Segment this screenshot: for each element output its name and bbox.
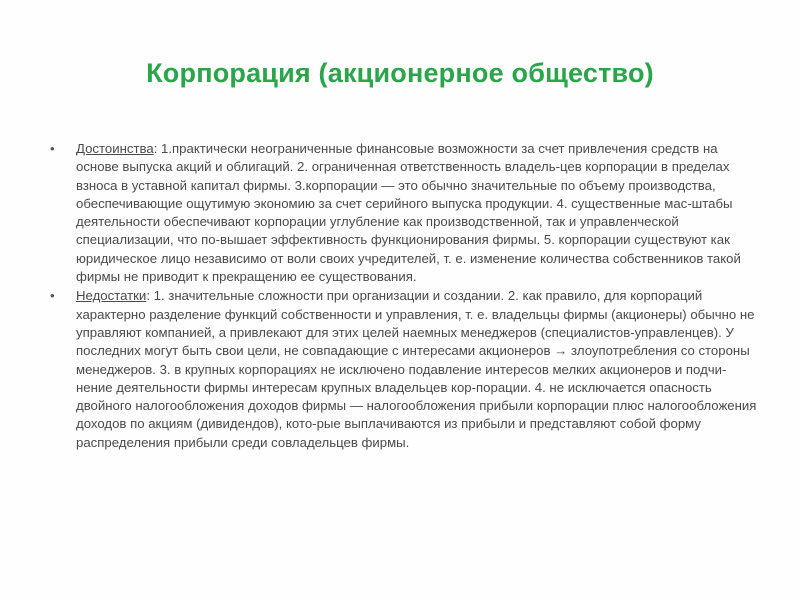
advantages-text: : 1.практически неограниченные финансовые возможности за счет привлечения средств на основе выпуска акций и облигаций. 2. ограниченная ответственность владель-цев корпорации в пределах взноса в уставной капитал фирмы. 3.корпорации — это обычно значительные по объему производства, обеспечивающие ощутимую экономию за счет серийного выпуска продукции. 4. существенные мас-штабы деятельности обеспечивают корпорации углубление как производственной, так и управленческой специализации, что по-вышает эффективность функционирования фирмы. 5. корпорации существуют как юридическое лицо независимо от воли своих учредителей, т. е. изменение количества собственников такой фирмы не приводит к прекращению ее существования. — [76, 141, 741, 285]
advantages-term: Достоинства — [76, 141, 154, 156]
bullet-item-advantages — [50, 140, 758, 286]
disadvantages-term: Недостатки — [76, 288, 147, 304]
bullet-item-disadvantages — [50, 287, 758, 452]
disadvantages-text: : 1. значительные сложности при организации и создании. 2. как правило, для корпораций характерно разделение функций собственности и управления, т. е. владельцы фирмы (акционеры) обычно не управляют компанией, а привлекают для этих целей наемных менеджеров (специалистов-управленцев). У последних могут быть свои цели, не совпадающие с интересами акционеров → злоупотребления со стороны менеджеров. 3. в крупных корпорациях не исключено подавление интересов мелких акционеров и подчи-нение деятельности фирмы интересам крупных владельцев кор-порации. 4. не исключается опасность двойного налогообложения доходов фирмы — налогообложения прибыли корпорации плюс налогообложения доходов по акциям (дивидендов), кото-рые выплачиваются из прибыли и представляют собой форму распределения прибыли среди совладельцев фирмы. — [76, 288, 757, 450]
bullet-icon: • — [50, 141, 55, 156]
slide-title: Корпорация (акционерное общество) — [146, 58, 654, 88]
bullet-list — [50, 140, 758, 453]
bullet-icon: • — [50, 288, 55, 304]
